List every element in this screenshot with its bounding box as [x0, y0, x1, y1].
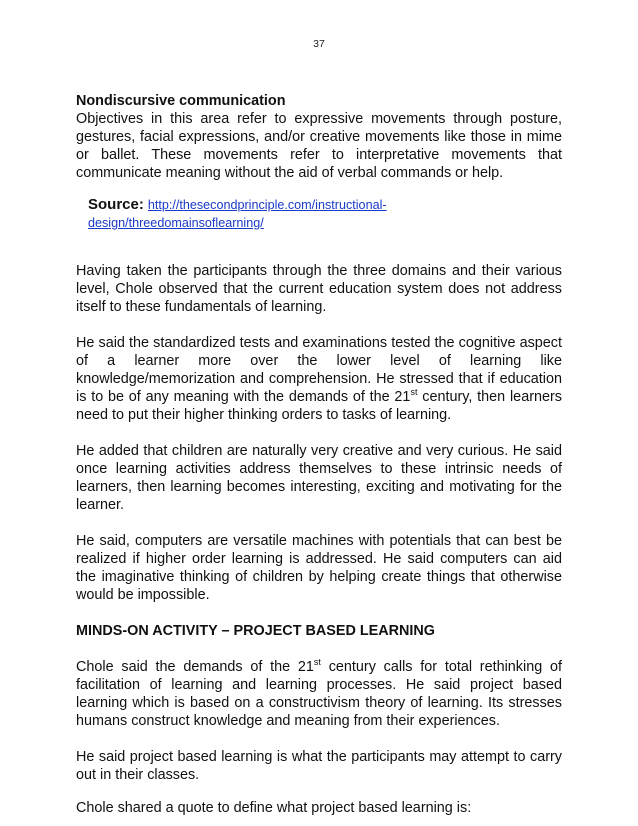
paragraph-pbl-intro: [76, 658, 562, 730]
paragraph-text: century calls for total rethinking of facilitation of learning and learning processes. He said project based learning which is based on a constructivism theory of learning. Its stresses humans construct knowledge and meaning from their experiences.: [76, 659, 562, 729]
page-content: [76, 92, 562, 817]
paragraph-computers: He said, computers are versatile machines with potentials that can best be realized if higher order learning is addressed. He said computers can aid the imaginative thinking of children by helping create things that otherwise would be impossible.: [76, 533, 562, 603]
nondiscursive-body: Objectives in this area refer to expressive movements through posture, gestures, facial expressions, and/or creative movements like those in mime or ballet. These movements refer to interpretative movements that communicate meaning without the aid of verbal commands or help.: [76, 111, 562, 181]
paragraph-domains: Having taken the participants through the three domains and their various level, Chole observed that the current education system does not address itself to these fundamentals of learning.: [76, 263, 562, 315]
superscript: st: [313, 657, 321, 667]
paragraph-children-creative: He added that children are naturally very creative and very curious. He said once learning activities address themselves to these intrinsic needs of learners, then learning becomes interesting, exciting and motivating for the learner.: [76, 443, 562, 513]
source-line: [76, 196, 562, 232]
paragraph-text: Chole said the demands of the 21: [76, 659, 314, 675]
paragraph-quote-intro: Chole shared a quote to define what project based learning is:: [76, 800, 472, 816]
paragraph-standardized-tests: [76, 334, 562, 424]
source-label: Source:: [88, 196, 144, 213]
source-link[interactable]: http://thesecondprinciple.com/instructional-design/threedomainsoflearning/: [88, 198, 387, 230]
minds-on-heading: MINDS-ON ACTIVITY – PROJECT BASED LEARNING: [76, 623, 435, 639]
nondiscursive-heading: Nondiscursive communication: [76, 93, 286, 109]
paragraph-pbl-classes: He said project based learning is what the participants may attempt to carry out in their classes.: [76, 749, 562, 783]
paragraph-text: He said the standardized tests and examinations tested the cognitive aspect of a learner more over the lower level of learning like knowledge/memorization and comprehension. He stressed that if education is to be of any meaning with the demands of the 21: [76, 335, 562, 405]
paragraph-text: century, then learners need to put their higher thinking orders to tasks of learning.: [76, 389, 562, 423]
superscript: st: [410, 387, 418, 397]
page-number: 37: [313, 38, 325, 50]
